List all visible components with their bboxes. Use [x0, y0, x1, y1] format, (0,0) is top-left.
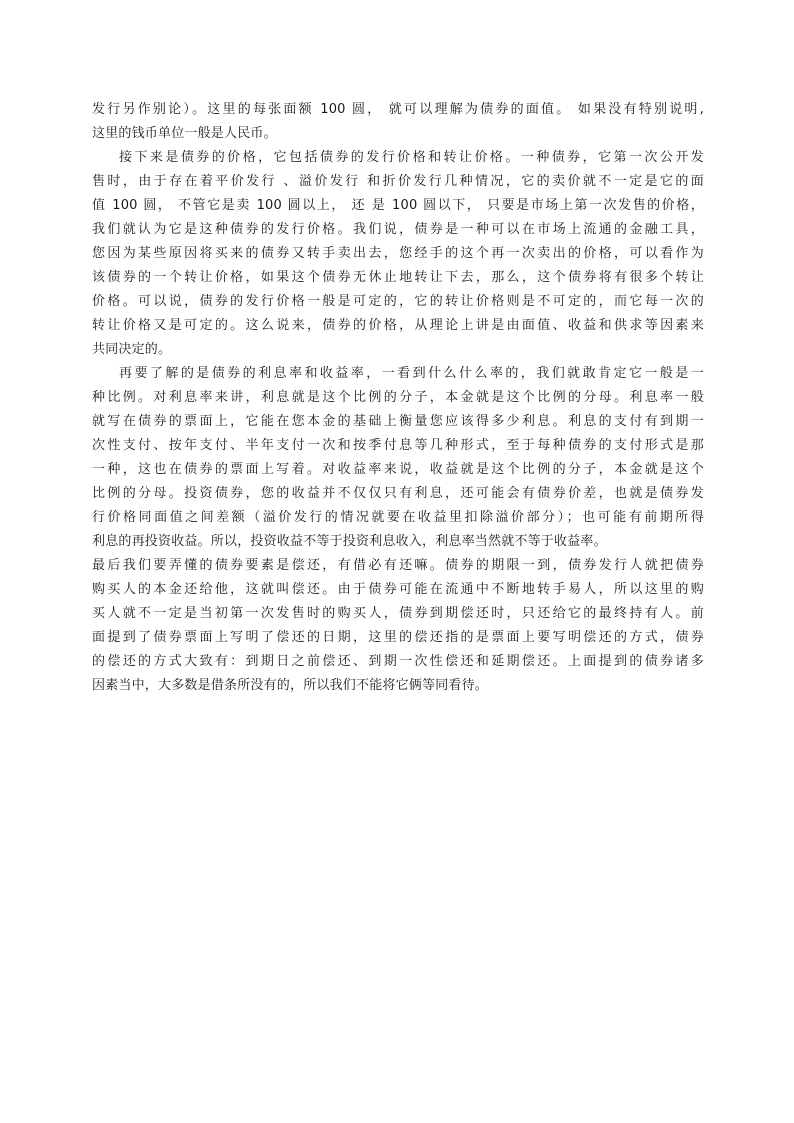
text-line: 因素当中，大多数是借条所没有的，所以我们不能将它俩等同看待。	[92, 678, 489, 693]
text-line: 转让价格又是可定的。这么说来，债券的价格，从理论上讲是由面值、收益和供求等因素来	[92, 318, 704, 333]
text-line: 值 100 圆， 不管它是卖 100 圆以上， 还 是 100 圆以下， 只要是市场上第一次发售的价格，	[92, 198, 704, 213]
text-line: 接下来是债券的价格，它包括债券的发行价格和转让价格。一种债券，它第一次公开发	[119, 150, 704, 165]
text-line: 次性支付、按年支付、半年支付一次和按季付息等几种形式，至于每种债券的支付形式是那	[92, 438, 704, 453]
document-page	[92, 98, 704, 698]
text-line: 这里的钱币单位一般是人民币。	[92, 126, 277, 141]
text-line: 利息的再投资收益。所以，投资收益不等于投资利息收入，利息率当然就不等于收益率。	[92, 534, 607, 549]
text-line: 比例的分母。投资债券，您的收益并不仅仅只有利息，还可能会有债券价差，也就是债券发	[92, 486, 704, 501]
text-line: 发行另作别论）。这里的每张面额 100 圆， 就可以理解为债券的面值。 如果没有特别说明,	[92, 102, 704, 117]
text-line: 种比例。对利息率来讲，利息就是这个比例的分子，本金就是这个比例的分母。利息率一般	[92, 390, 704, 405]
text-line: 共同决定的。	[92, 342, 172, 357]
text-line: 我们就认为它是这种债券的发行价格。我们说，债券是一种可以在市场上流通的金融工具，	[92, 222, 704, 237]
text-line: 行价格同面值之间差额（溢价发行的情况就要在收益里扣除溢价部分）；也可能有前期所得	[92, 510, 704, 525]
text-line: 一种，这也在债券的票面上写着。对收益率来说，收益就是这个比例的分子，本金就是这个	[92, 462, 704, 477]
text-line: 购买人的本金还给他，这就叫偿还。由于债券可能在流通中不断地转手易人，所以这里的购	[92, 582, 704, 597]
text-line: 就写在债券的票面上，它能在您本金的基础上衡量您应该得多少利息。利息的支付有到期一	[92, 414, 704, 429]
text-line: 您因为某些原因将买来的债券又转手卖出去，您经手的这个再一次卖出的价格，可以看作为	[92, 246, 704, 261]
text-line: 最后我们要弄懂的债券要素是偿还，有借必有还嘛。债券的期限一到，债券发行人就把债券	[92, 558, 704, 573]
text-line: 买人就不一定是当初第一次发售时的购买人，债券到期偿还时，只还给它的最终持有人。前	[92, 606, 704, 621]
text-line: 该债券的一个转让价格，如果这个债券无休止地转让下去，那么，这个债券将有很多个转让	[92, 270, 704, 285]
text-line: 的偿还的方式大致有：到期日之前偿还、到期一次性偿还和延期偿还。上面提到的债券诸多	[92, 654, 704, 669]
text-line: 再要了解的是债券的利息率和收益率，一看到什么什么率的，我们就敢肯定它一般是一	[119, 366, 704, 381]
text-line: 售时，由于存在着平价发行 、溢价发行 和折价发行几种情况，它的卖价就不一定是它的面	[92, 174, 704, 189]
text-line: 价格。可以说，债券的发行价格一般是可定的，它的转让价格则是不可定的，而它每一次的	[92, 294, 704, 309]
text-line: 面提到了债券票面上写明了偿还的日期，这里的偿还指的是票面上要写明偿还的方式，债券	[92, 630, 704, 645]
